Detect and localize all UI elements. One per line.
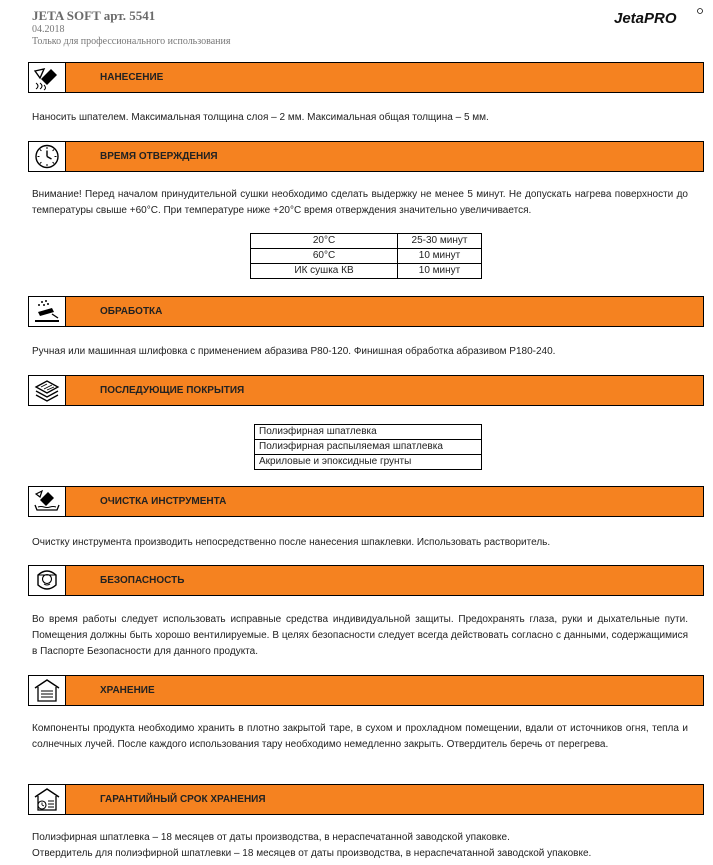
cure-condition: ИК сушка КВ <box>251 264 398 279</box>
shelf-life-text-1: Полиэфирная шпатлевка – 18 месяцев от даты производства, в нераспечатанной заводской упаковке. <box>32 832 510 843</box>
table-row <box>251 249 482 264</box>
spatula-application-icon <box>28 62 66 93</box>
tool-cleaning-icon <box>28 486 66 517</box>
document-title: JETA SOFT арт. 5541 <box>32 8 156 23</box>
section-storage <box>28 675 704 706</box>
cure-time: 25-30 минут <box>398 234 482 249</box>
application-text: Наносить шпателем. Максимальная толщина слоя – 2 мм. Максимальная общая толщина – 5 мм. <box>32 112 489 123</box>
warehouse-clock-icon <box>28 784 66 815</box>
section-cleaning <box>28 486 704 517</box>
table-row <box>255 440 482 455</box>
cure-condition: 60°C <box>251 249 398 264</box>
cure-condition: 20°C <box>251 234 398 249</box>
section-title: ВРЕМЯ ОТВЕРЖДЕНИЯ <box>66 141 704 172</box>
cure-time: 10 минут <box>398 264 482 279</box>
processing-text: Ручная или машинная шлифовка с применением абразива P80-120. Финишная обработка абразивом P180-240. <box>32 346 556 357</box>
section-title: ОЧИСТКА ИНСТРУМЕНТА <box>66 486 704 517</box>
cure-time-table <box>250 233 482 279</box>
warehouse-icon <box>28 675 66 706</box>
section-shelf-life <box>28 784 704 815</box>
face-shield-icon <box>28 565 66 596</box>
section-title: ХРАНЕНИЕ <box>66 675 704 706</box>
shelf-life-text-2: Отвердитель для полиэфирной шпатлевки – 18 месяцев от даты производства, в нераспечатанной заводской упаковке. <box>32 848 592 859</box>
cleaning-text: Очистку инструмента производить непосредственно после нанесения шпаклевки. Использовать растворитель. <box>32 537 551 548</box>
section-processing <box>28 296 704 327</box>
section-title: ОБРАБОТКА <box>66 296 704 327</box>
logo-text: JetaPRO <box>614 10 677 27</box>
table-row <box>255 455 482 470</box>
safety-text: Во время работы следует использовать исправные средства индивидуальной защиты. Предохранять глаза, руки и дыхательные пути. Помещения должны быть хорошо вентилируемые. В целях безопасности следует всегда действовать согласно с данными, содержащимися в Паспорте Безопасности для данного продукта. <box>32 614 688 657</box>
section-title: БЕЗОПАСНОСТЬ <box>66 565 704 596</box>
layers-icon <box>28 375 66 406</box>
section-coatings <box>28 375 704 406</box>
coating-item: Полиэфирная распыляемая шпатлевка <box>255 440 482 455</box>
sanding-icon <box>28 296 66 327</box>
jetapro-logo <box>614 7 704 27</box>
coating-item: Акриловые и эпоксидные грунты <box>255 455 482 470</box>
curing-text: Внимание! Перед началом принудительной сушки необходимо сделать выдержку не менее 5 минут. Не допускать нагрева поверхности до температуры свыше +60°C. При температуре ниже +20°C время отверждения значительно увеличивается. <box>32 189 688 216</box>
document-subtitle: Только для профессионального использования <box>32 36 231 47</box>
section-title: НАНЕСЕНИЕ <box>66 62 704 93</box>
cure-time: 10 минут <box>398 249 482 264</box>
section-curing <box>28 141 704 172</box>
section-safety <box>28 565 704 596</box>
table-row <box>251 264 482 279</box>
section-application <box>28 62 704 93</box>
coatings-table <box>254 424 482 470</box>
storage-text: Компоненты продукта необходимо хранить в плотно закрытой таре, в сухом и прохладном помещении, вдали от источников огня, тепла и солнечных лучей. После каждого использования тару необходимо немедленно закрыть. Отвердитель беречь от перегрева. <box>32 723 688 750</box>
clock-icon <box>28 141 66 172</box>
table-row <box>255 425 482 440</box>
document-date: 04.2018 <box>32 24 65 35</box>
table-row <box>251 234 482 249</box>
section-title: ПОСЛЕДУЮЩИЕ ПОКРЫТИЯ <box>66 375 704 406</box>
section-title: ГАРАНТИЙНЫЙ СРОК ХРАНЕНИЯ <box>66 784 704 815</box>
coating-item: Полиэфирная шпатлевка <box>255 425 482 440</box>
